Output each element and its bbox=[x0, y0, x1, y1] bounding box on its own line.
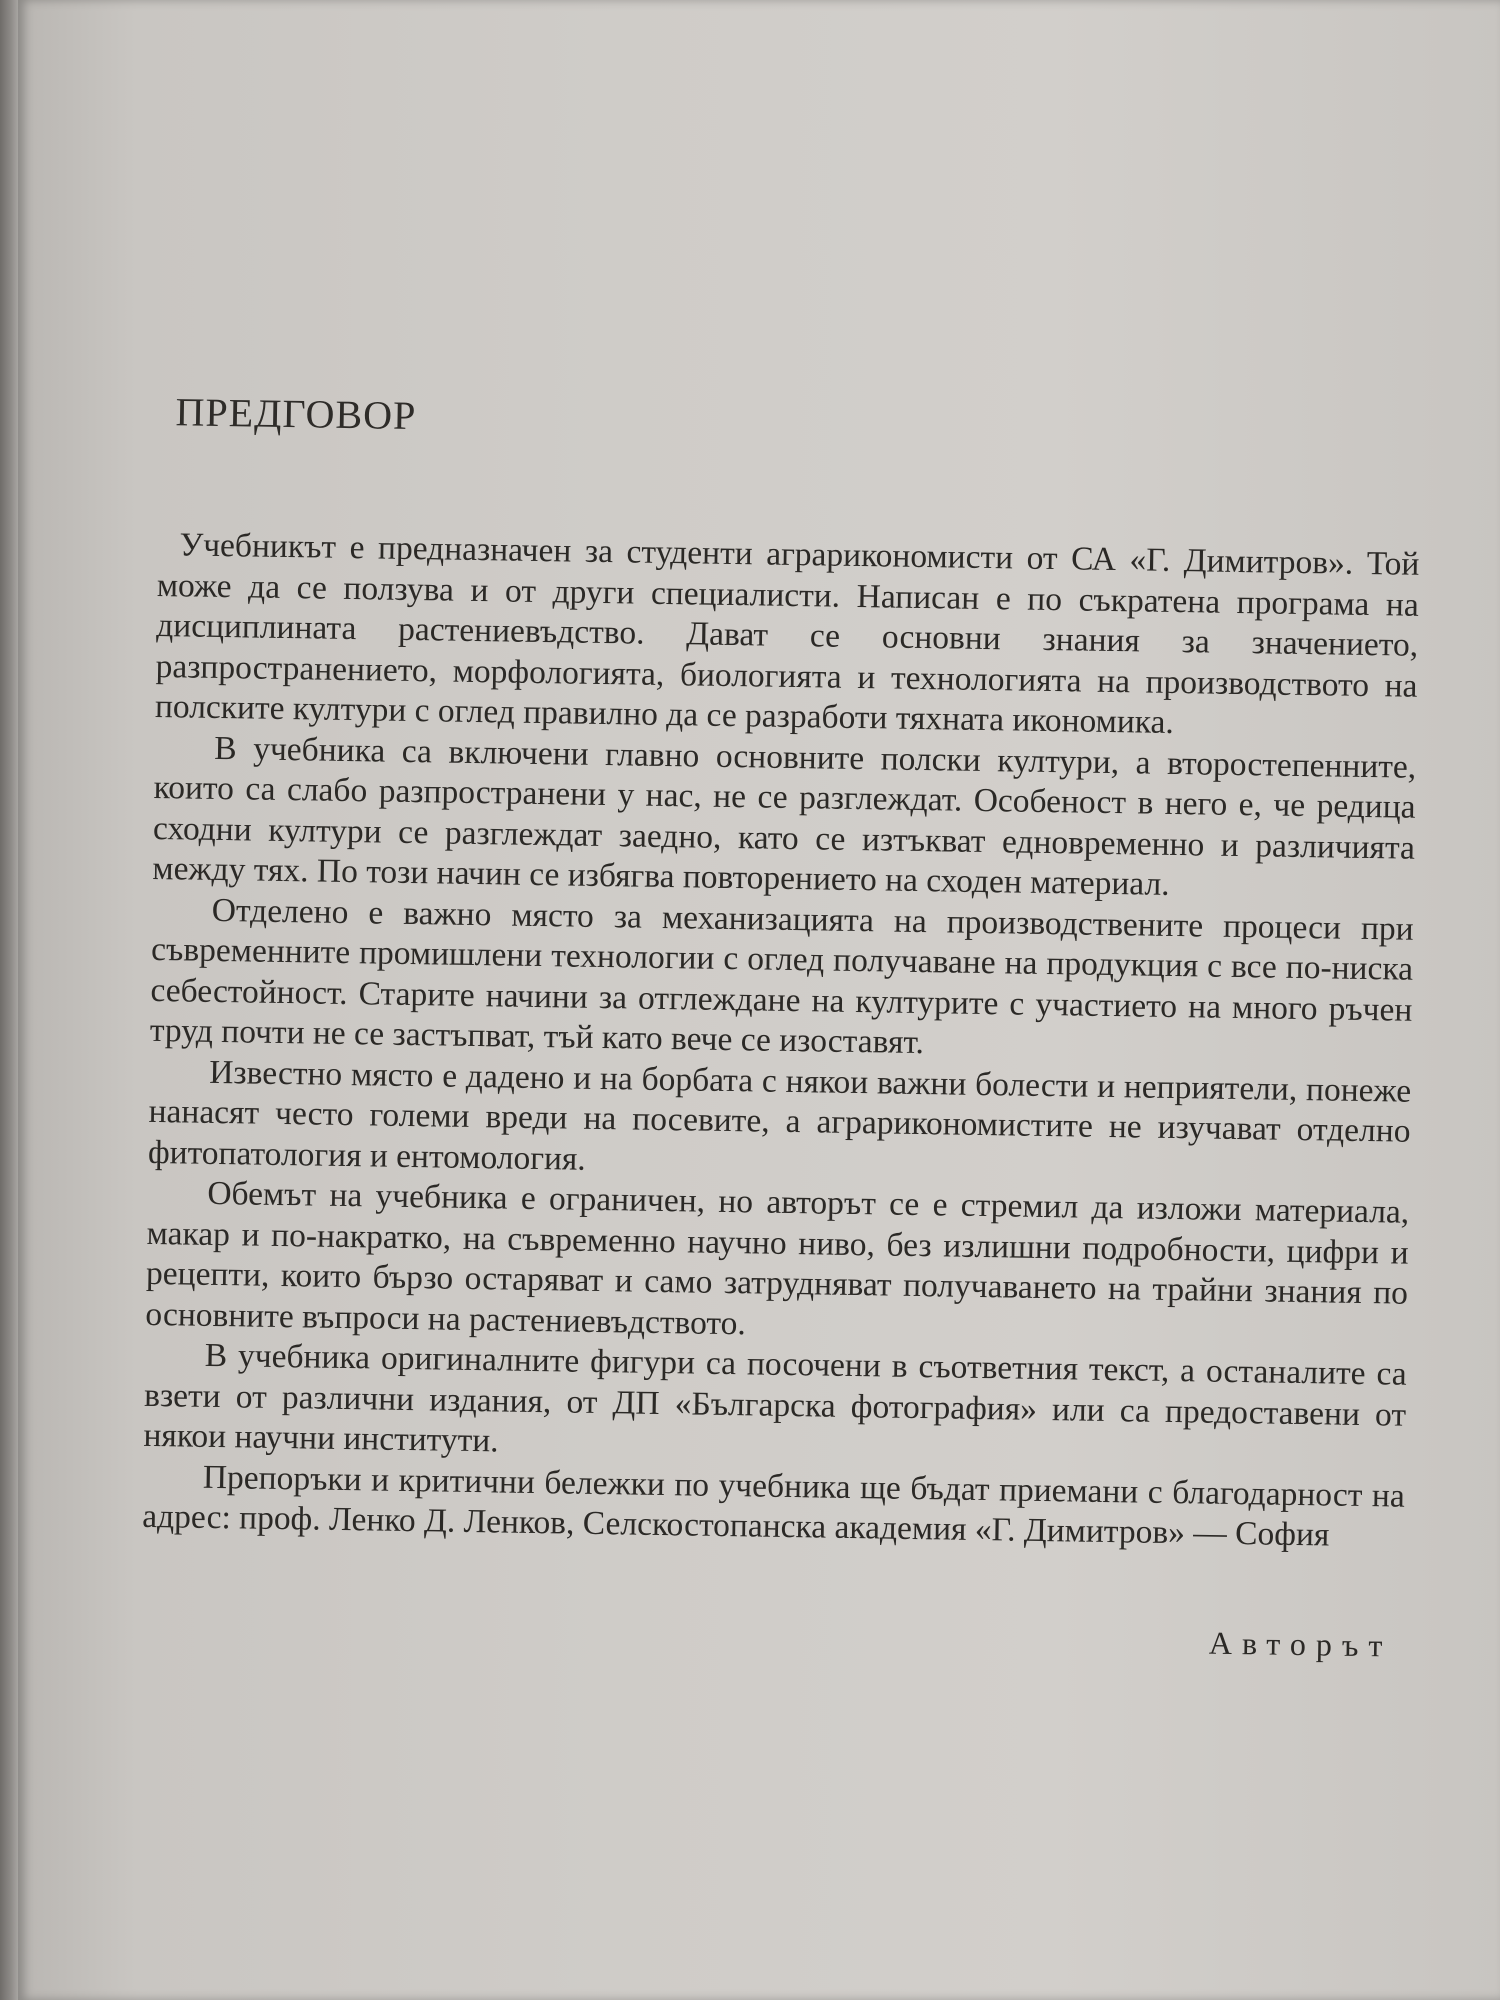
paragraph-diseases: Известно място е дадено и на борбата с някои важни болести и неприятели, понеже нанасят често големи вреди на посевите, а аграрикономистите не изучават отделно фитопатология и ентомология. bbox=[147, 1053, 1412, 1178]
page-content bbox=[140, 388, 1422, 1664]
author-signature: Авторът bbox=[1208, 1624, 1393, 1664]
paragraph-mechanization: Отделено е важно място за механизацията на производствените процеси при съвременните промишлени технологии с оглед получаване на продукция с все по-ниска себестойност. Старите начини за отглеждане на културите с участието на много ръчен труд почти не се застъпват, тъй като вече се изоставят. bbox=[149, 891, 1414, 1062]
page-title: ПРЕДГОВОР bbox=[175, 389, 417, 439]
paragraph-intro: Учебникът е предназначен за студенти аграрикономисти от СА «Г. Димитров». Той може да се ползува и от други специалисти. Написан е по съкратена програма на дисциплината растениевъдство. Дават се основни знания за значението, разпространението, морфологията, биологията и технологията на производството на полските култури с оглед правилно да се разработи тяхната икономика. bbox=[154, 526, 1420, 741]
paragraph-scope: Обемът на учебника е ограничен, но авторът се е стремил да изложи материала, макар и по-накратко, на съвременно научно ниво, без излишни подробности, цифри и рецепти, които бързо остаряват и само затрудняват получаването на трайни знания по основните въпроси на растениевъдството. bbox=[145, 1174, 1410, 1342]
book-spine-edge bbox=[0, 0, 18, 2000]
paragraph-feedback: Препоръки и критични бележки по учебника ще бъдат приемани с благодарност на адрес: проф. Ленко Д. Ленков, Селскостопанска академия «Г. Димитров» — София bbox=[141, 1458, 1406, 1554]
paragraph-figures: В учебника оригиналните фигури са посочени в съответния текст, а останалите са взети от различни издания, от ДП «Българска фотография» или са предоставени от някои научни институти. bbox=[143, 1336, 1407, 1460]
paragraph-crops: В учебника са включени главно основните полски култури, а второстепенните, които са слабо разпространени у нас, не се разглеждат. Особеност в него е, че редица сходни култури се разглеждат заедно, като се изтъкват едновременно и различията между тях. По този начин се избягва повторението на сходен материал. bbox=[152, 729, 1417, 903]
